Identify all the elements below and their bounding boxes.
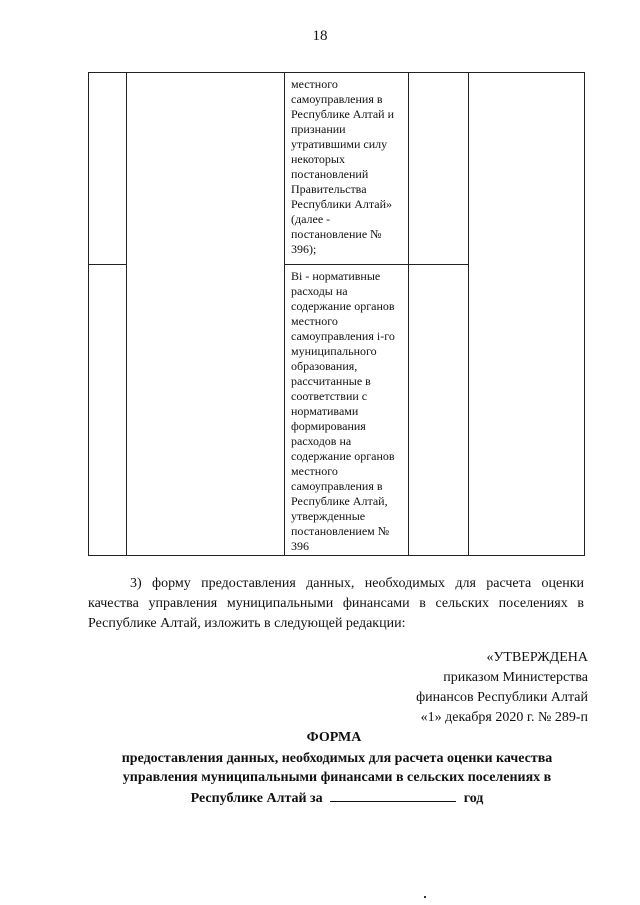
description-text <box>291 77 405 257</box>
subtitle-line-end: год <box>463 791 484 806</box>
table-cell <box>469 73 585 556</box>
cell-line: местного <box>291 77 338 91</box>
cell-line: самоуправления в <box>291 479 383 493</box>
form-subtitle <box>80 749 594 808</box>
table-cell <box>127 73 285 556</box>
cell-line: постановлений <box>291 167 369 181</box>
cell-line: утвержденные <box>291 509 366 523</box>
approval-line: «1» декабря 2020 г. № 289-п <box>420 710 588 725</box>
cell-line: соответствии с <box>291 389 368 403</box>
cell-line: Правительства <box>291 182 367 196</box>
table-cell <box>409 265 469 556</box>
cell-line: Bi - нормативные <box>291 269 381 283</box>
cell-line: местного <box>291 464 338 478</box>
cell-line: муниципального <box>291 344 377 358</box>
cell-line: содержание органов <box>291 299 395 313</box>
description-cell <box>285 73 409 265</box>
description-cell <box>285 265 409 556</box>
cell-line: расходы на <box>291 284 348 298</box>
scan-speck <box>424 896 426 898</box>
cell-line: постановлением № <box>291 524 390 538</box>
approval-stamp-block <box>416 648 588 728</box>
cell-line: (далее - <box>291 212 331 226</box>
cell-line: образования, <box>291 359 358 373</box>
cell-line: Республики Алтай» <box>291 197 392 211</box>
page-number: 18 <box>312 28 328 44</box>
approval-line: финансов Республики Алтай <box>416 690 588 705</box>
cell-line: признании <box>291 122 346 136</box>
cell-line: содержание органов <box>291 449 395 463</box>
cell-line: Республике Алтай, <box>291 494 388 508</box>
cell-line: местного <box>291 314 338 328</box>
cell-line: некоторых <box>291 152 345 166</box>
description-text <box>291 269 405 554</box>
table-cell <box>409 73 469 265</box>
approval-lines <box>416 648 588 728</box>
cell-line: рассчитанные в <box>291 374 371 388</box>
cell-line: постановление № <box>291 227 382 241</box>
cell-line: 396); <box>291 242 317 256</box>
form-title: ФОРМА <box>306 730 362 745</box>
cell-line: Республике Алтай и <box>291 107 395 121</box>
approval-line: «УТВЕРЖДЕНА <box>486 650 588 665</box>
cell-line: формирования <box>291 419 366 433</box>
continuation-table <box>88 72 585 556</box>
cell-line: 396 <box>291 539 309 553</box>
cell-line: самоуправления i-го <box>291 329 395 343</box>
year-blank-field[interactable] <box>330 787 456 802</box>
cell-line: утратившими силу <box>291 137 388 151</box>
subtitle-line-with-blank <box>80 787 594 808</box>
paragraph-text: 3) форму предоставления данных, необходимых для расчета оценки качества управления муниципальными финансами в сельских поселениях в Республике Алтай, изложить в следующей редакции: <box>88 576 584 631</box>
table-cell <box>89 265 127 556</box>
approval-line: приказом Министерства <box>443 670 588 685</box>
cell-line: расходов на <box>291 434 352 448</box>
subtitle-line: управления муниципальными финансами в сельских поселениях в <box>122 770 552 785</box>
table-cell <box>89 73 127 265</box>
cell-line: самоуправления в <box>291 92 383 106</box>
subtitle-line-start: Республике Алтай за <box>190 791 323 806</box>
cell-line: нормативами <box>291 404 359 418</box>
subtitle-line: предоставления данных, необходимых для расчета оценки качества <box>121 751 553 766</box>
table-row <box>89 73 585 265</box>
body-paragraph <box>88 574 584 634</box>
